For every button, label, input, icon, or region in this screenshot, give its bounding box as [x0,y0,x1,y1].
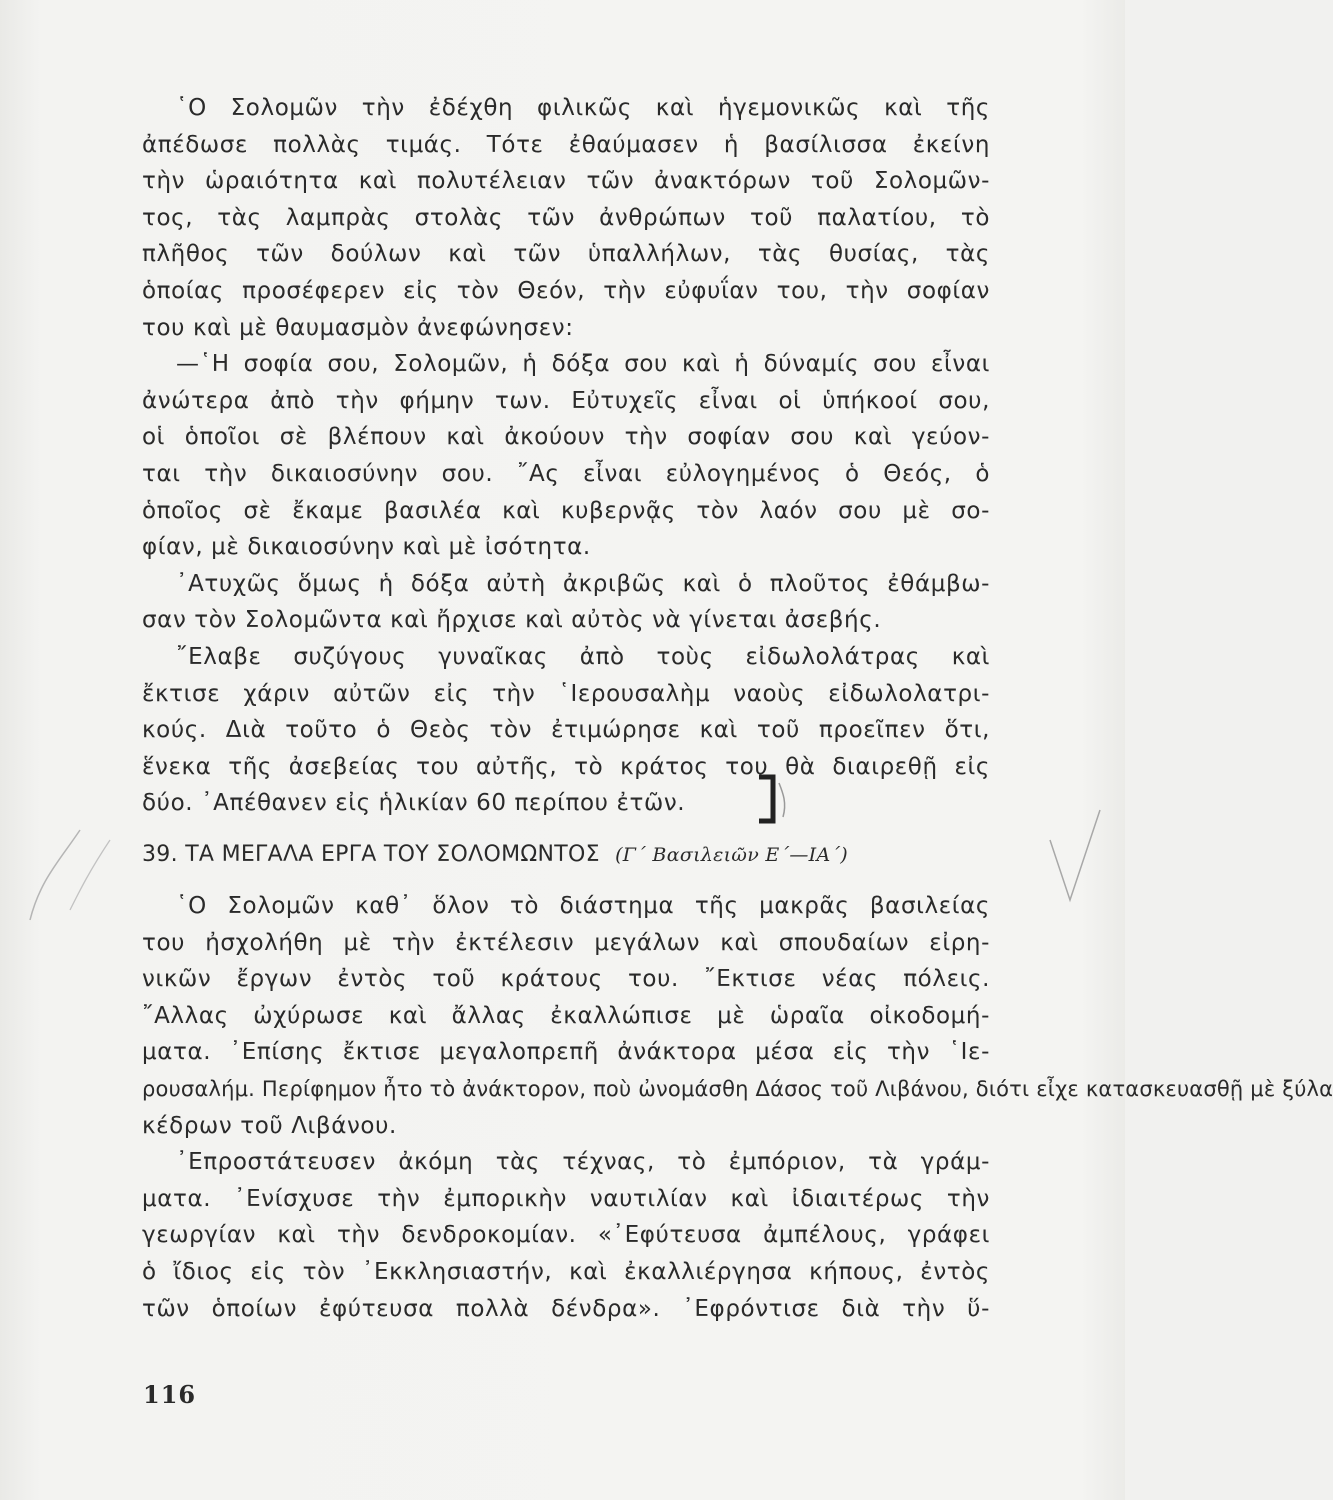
text-line: ὁποίας προσέφερεν εἰς τὸν Θεόν, τὴν εὐφυΐαν του, τὴν σοφίαν [142,277,990,304]
text-line: ᾿Επροστάτευσεν ἀκόμη τὰς τέχνας, τὸ ἐμπόριον, τὰ γράμ- [176,1149,990,1176]
paragraph-6 [142,1144,990,1327]
text-line: φίαν, μὲ δικαιοσύνην καὶ μὲ ἰσότητα. [142,534,591,561]
paragraph-2 [142,346,990,566]
text-line: ματα. ᾿Επίσης ἔκτισε μεγαλοπρεπῆ ἀνάκτορα μέσα εἰς τὴν ῾Ιε- [142,1039,990,1066]
section-number: 39. [142,842,178,867]
paragraph-1 [142,90,990,346]
paragraph-4 [142,639,990,822]
pencil-margin-check-icon [1040,800,1110,920]
text-line: νικῶν ἔργων ἐντὸς τοῦ κράτους του. ῎Εκτισε νέας πόλεις. [142,966,990,993]
text-line: δύο. ᾿Απέθανεν εἰς ἡλικίαν 60 περίπου ἐτῶν. [142,790,686,817]
paragraph-5 [142,888,1333,1144]
text-line: ὁποῖος σὲ ἔκαμε βασιλέα καὶ κυβερνᾷς τὸν λαόν σου μὲ σο- [142,497,990,524]
text-line: ῾Ο Σολομῶν τὴν ἐδέχθη φιλικῶς καὶ ἡγεμονικῶς καὶ τῆς [176,95,990,121]
text-line: ρουσαλήμ. Περίφημον ἦτο τὸ ἀνάκτορον, ποὺ ὠνομάσθη Δάσος τοῦ Λιβάνου, διότι εἶχε κατασκευασθῇ μὲ ξύλα [142,1076,1333,1101]
text-line: ἀνώτερα ἀπὸ τὴν φήμην των. Εὐτυχεῖς εἶναι οἱ ὑπήκοοί σου, [142,387,990,414]
text-line: ῎Ελαβε συζύγους γυναῖκας ἀπὸ τοὺς εἰδωλολάτρας καὶ [176,643,990,670]
text-block-2 [142,888,1333,1327]
text-line: τος, τὰς λαμπρὰς στολὰς τῶν ἀνθρώπων τοῦ παλατίου, τὸ [142,204,990,231]
text-line: ἔκτισε χάριν αὐτῶν εἰς τὴν ῾Ιερουσαλὴμ ναοὺς εἰδωλολατρι- [142,680,990,707]
page-number: 116 [143,1380,197,1409]
text-line: —῾Η σοφία σου, Σολομῶν, ἡ δόξα σου καὶ ἡ δύναμίς σου εἶναι [176,351,990,378]
text-line: οἱ ὁποῖοι σὲ βλέπουν καὶ ἀκούουν τὴν σοφίαν σου καὶ γεύον- [142,424,990,451]
text-line: ᾿Ατυχῶς ὅμως ἡ δόξα αὐτὴ ἀκριβῶς καὶ ὁ πλοῦτος ἐθάμβω- [176,570,990,597]
text-block-1 [142,90,990,822]
text-line: σαν τὸν Σολομῶντα καὶ ἤρχισε καὶ αὐτὸς νὰ γίνεται ἀσεβής. [142,607,882,634]
text-line: ται τὴν δικαιοσύνην σου. ῎Ας εἶναι εὐλογημένος ὁ Θεός, ὁ [142,460,990,487]
text-line: ἀπέδωσε πολλὰς τιμάς. Τότε ἐθαύμασεν ἡ βασίλισσα ἐκείνη [142,131,990,158]
section-title: ΤΑ ΜΕΓΑΛΑ ΕΡΓΑ ΤΟΥ ΣΟΛΟΜΩΝΤΟΣ [185,842,600,867]
text-line: κούς. Διὰ τοῦτο ὁ Θεὸς τὸν ἐτιμώρησε καὶ τοῦ προεῖπεν ὅτι, [142,717,990,744]
text-line: πλῆθος τῶν δούλων καὶ τῶν ὑπαλλήλων, τὰς θυσίας, τὰς [142,241,990,268]
text-line: κέδρων τοῦ Λιβάνου. [142,1112,397,1139]
text-line: ὁ ἴδιος εἰς τὸν ᾿Εκκλησιαστήν, καὶ ἐκαλλιέργησα κήπους, ἐντὸς [142,1258,990,1285]
paragraph-3 [142,566,990,639]
pencil-bracket-mark [753,773,793,825]
section-reference: (Γ΄ Βασιλειῶν Ε΄—ΙΑ΄) [615,844,849,866]
text-line: του ἠσχολήθη μὲ τὴν ἐκτέλεσιν μεγάλων καὶ σπουδαίων εἰρη- [142,929,990,956]
text-line: ἕνεκα τῆς ἀσεβείας του αὐτῆς, τὸ κράτος του θὰ διαιρεθῇ εἰς [142,753,990,780]
text-line: ῾Ο Σολομῶν καθ᾿ ὅλον τὸ διάστημα τῆς μακρᾶς βασιλείας [176,893,990,919]
section-heading [142,842,990,867]
pencil-margin-scribble [20,800,120,950]
text-line: τὴν ὡραιότητα καὶ πολυτέλειαν τῶν ἀνακτόρων τοῦ Σολομῶν- [142,168,990,195]
text-line: τῶν ὁποίων ἐφύτευσα πολλὰ δένδρα». ᾿Εφρόντισε διὰ τὴν ὕ- [142,1295,990,1322]
text-line: ῎Αλλας ὠχύρωσε καὶ ἄλλας ἐκαλλώπισε μὲ ὡραῖα οἰκοδομή- [142,1002,990,1029]
text-line: του καὶ μὲ θαυμασμὸν ἀνεφώνησεν: [142,314,574,341]
text-line: γεωργίαν καὶ τὴν δενδροκομίαν. «᾿Εφύτευσα ἀμπέλους, γράφει [142,1222,990,1249]
text-line: ματα. ᾿Ενίσχυσε τὴν ἐμπορικὴν ναυτιλίαν καὶ ἰδιαιτέρως τὴν [142,1185,990,1212]
